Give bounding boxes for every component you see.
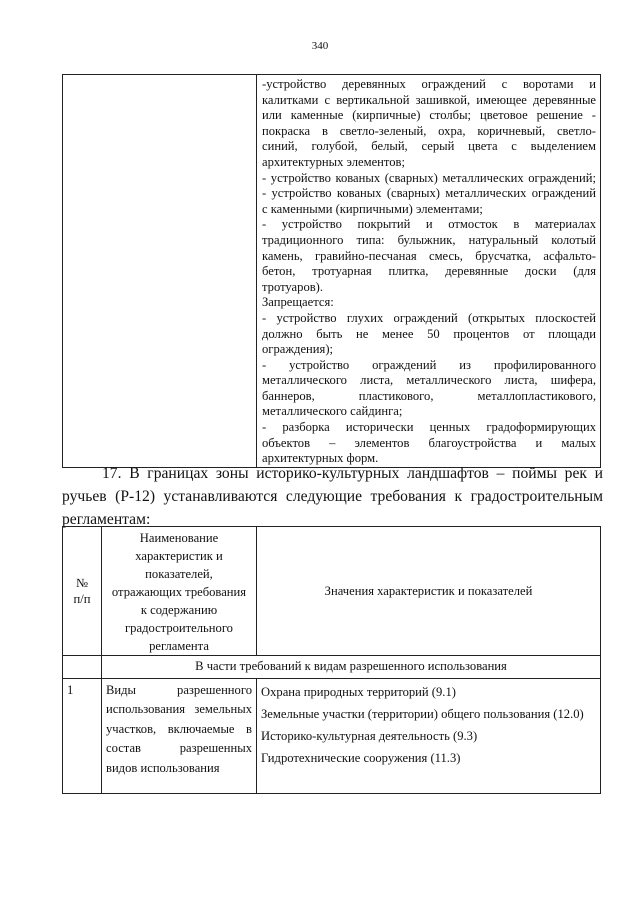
value-line: Историко-культурная деятельность (9.3): [261, 729, 478, 743]
header-text: к содержанию: [140, 603, 218, 617]
row-values-cell: [257, 679, 601, 794]
cell-line: участков, включаемые в: [106, 721, 252, 736]
header-text: отражающих требования: [111, 585, 247, 599]
continuation-table: [62, 74, 601, 468]
paragraph-line: 17. В границах зоны историко-культурных ландшафтов – поймы рек и: [102, 465, 603, 482]
value-line: Земельные участки (территории) общего пользования (12.0): [261, 707, 584, 721]
name-column-header: [102, 527, 257, 656]
row-name-cell: [102, 679, 257, 794]
row-number: 1: [63, 679, 102, 794]
text-line: - устройство кованых (сварных) металлических ограждений;: [262, 170, 596, 185]
empty-cell: [63, 656, 102, 679]
text-line: объектов – элементов благоустройства и малых: [262, 435, 596, 450]
header-text: градостроительного: [125, 621, 233, 635]
header-text: Наименование: [139, 531, 219, 545]
value-line: Охрана природных территорий (9.1): [261, 685, 456, 699]
cell-line: видов использования: [106, 760, 220, 775]
text-line: - устройство глухих ограждений (открытых плоскостей: [262, 310, 596, 325]
paragraph-line: регламентам:: [62, 511, 151, 528]
text-line: или каменные (кирпичные) столбы; цветовое решение -: [262, 108, 596, 123]
number-column-header: [63, 527, 102, 656]
header-text: показателей,: [145, 567, 213, 581]
text-line: баннеров, пластикового, металлопластикового,: [262, 388, 596, 403]
cell-line: состав разрешенных: [106, 741, 252, 756]
text-line: бетон, тротуарная плитка, деревянные доски (для: [262, 264, 596, 279]
text-line: синий, голубой, белый, серый цвета с выделением: [262, 139, 596, 154]
text-line: камень, гравийно-песчаная смесь, брусчатка, асфальто-: [262, 248, 596, 263]
requirements-table: [62, 526, 601, 794]
header-text: п/п: [73, 592, 91, 606]
values-column-header: Значения характеристик и показателей: [257, 527, 601, 656]
header-text: характеристик и: [135, 549, 223, 563]
table-row: [63, 679, 601, 794]
text-line: покраска в светло-зеленый, охра, коричневый, светло-: [262, 123, 596, 138]
text-line: архитектурных элементов;: [262, 154, 405, 169]
text-line: - устройство кованых (сварных) металлических ограждений: [262, 186, 596, 201]
text-line: архитектурных форм.: [262, 451, 379, 466]
text-line: тротуаров).: [262, 279, 324, 294]
text-line: металлического листа, металлического листа, шифера,: [262, 373, 596, 388]
text-line: традиционного типа: булыжник, натуральный колотый: [262, 232, 596, 247]
requirements-text-cell: [257, 75, 601, 468]
text-line: ограждения);: [262, 342, 334, 357]
text-line: -устройство деревянных ограждений с воротами и: [262, 77, 596, 91]
section-paragraph: [62, 462, 603, 531]
prohibited-heading: Запрещается:: [262, 295, 334, 310]
text-line: с каменными (кирпичными) элементами;: [262, 201, 483, 216]
text-line: металлического сайдинга;: [262, 404, 403, 419]
text-line: должно быть не менее 50 процентов от площади: [262, 326, 596, 341]
value-line: Гидротехнические сооружения (11.3): [261, 751, 461, 765]
section-title: В части требований к видам разрешенного использования: [102, 656, 601, 679]
section-row: [63, 656, 601, 679]
page-number: 340: [311, 40, 329, 52]
cell-line: использования земельных: [106, 702, 252, 717]
table-row: [63, 75, 601, 468]
text-line: - устройство покрытий и отмосток в материалах: [262, 217, 596, 232]
table-header-row: [63, 527, 601, 656]
header-text: регламента: [149, 639, 209, 653]
cell-line: Виды разрешенного: [106, 683, 252, 697]
text-line: - устройство ограждений из профилированного: [262, 357, 596, 372]
text-line: - разборка исторически ценных градоформирующих: [262, 420, 596, 435]
paragraph-line: ручьев (Р-12) устанавливаются следующие требования к градостроительным: [62, 488, 603, 505]
header-text: №: [75, 576, 89, 590]
text-line: калитками с вертикальной зашивкой, имеющее деревянные: [262, 92, 596, 107]
empty-cell: [63, 75, 257, 468]
